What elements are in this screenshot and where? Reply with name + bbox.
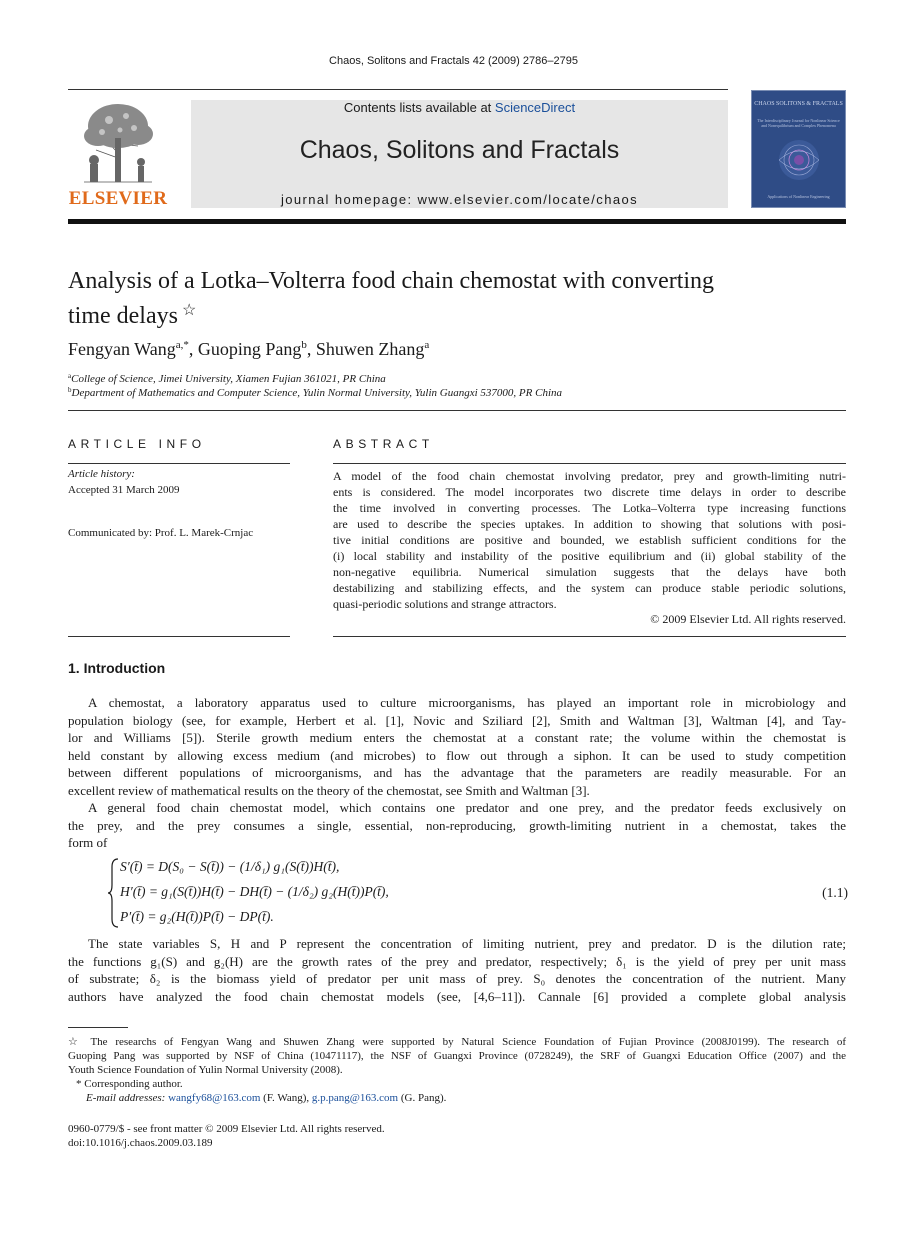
cover-footer: Applications of Nonlinear Engineering bbox=[767, 194, 830, 199]
contents-line: Contents lists available at ScienceDirect bbox=[343, 100, 576, 115]
email-footnote: E-mail addresses: wangfy68@163.com (F. Wang), g.p.pang@163.com (G. Pang). bbox=[86, 1092, 447, 1104]
cover-subtitle: The Interdisciplinary Journal for Nonlinear Science and Nonequilibrium and Complex Phenomena bbox=[757, 118, 840, 128]
author-sup[interactable]: a bbox=[424, 339, 430, 351]
author-list: Fengyan Wang$^{a,*}$, Guoping Pang$^b$, Shuwen Zhang$^a$ bbox=[68, 339, 430, 359]
title-block-rule bbox=[68, 410, 846, 411]
equation-number: (1.1) bbox=[822, 885, 848, 900]
abstract-bottom-rule bbox=[333, 636, 846, 637]
abstract-copyright: © 2009 Elsevier Ltd. All rights reserved. bbox=[650, 612, 846, 626]
journal-citation: Chaos, Solitons and Fractals 42 (2009) 2786–2795 bbox=[329, 55, 578, 67]
footnote-rule bbox=[68, 1027, 128, 1028]
equation-1-1 bbox=[108, 857, 848, 929]
sciencedirect-link[interactable]: ScienceDirect bbox=[494, 100, 576, 115]
author-name[interactable]: Fengyan Wang bbox=[68, 339, 176, 359]
elsevier-logo[interactable] bbox=[68, 98, 168, 210]
history-label: Article history: bbox=[68, 468, 135, 480]
affiliation-b: $^b$Department of Mathematics and Computer Science, Yulin Normal University, Yulin Guangxi 537000, PR China bbox=[68, 386, 562, 399]
journal-title: Chaos, Solitons and Fractals bbox=[299, 136, 620, 164]
intro-paragraph-1: A chemostat, a laboratory apparatus used to culture microorganisms, has played an important role in microbiology and population biology (see, for example, Herbert et al. [1], Novic and Sziliard [2], Smith and Waltman [3], Waltman [4], and Tay- lor and Williams [5]). Sterile growth medium enters the chemostat at a constant rate; the volume within the chemostat is held constant by allowing excess medium (and microbes) to flow out through a siphon. It can be used to study competition between different populations of microorganisms, and has the advantage that the parameters are readily measurable. For an excellent review of mathematical results on the theory of the chemostat, see Smith and Waltman [3]. bbox=[68, 695, 846, 798]
equation-line-3: P′(t̄) = g₂(H(t̄))P(t̄) − DP(t̄). bbox=[120, 909, 274, 924]
equation-line-1: S′(t̄) = D(S₀ − S(t̄)) − (1/δ₁) g₁(S(t̄))H(t̄), bbox=[120, 859, 340, 874]
intro-paragraph-3: The state variables S, H and P represent the concentration of limiting nutrient, prey and predator. D is the dilution rate; the functions g₁(S) and g₂(H) are the growth rates of the prey and predator, respectively; δ₁ is the yield of prey per unit mass of substrate; δ₂ is the biomass yield of predator per unit mass of prey. S₀ denotes the concentration of the nutrient. Many authors have analyzed the food chain chemostat models (see, [4,6–11]). Cannale [6] provided a complete global analysis bbox=[68, 936, 846, 1004]
abstract-rule bbox=[333, 463, 846, 464]
abstract-heading: ABSTRACT bbox=[333, 437, 434, 451]
title-footnote-mark[interactable]: ☆ bbox=[181, 302, 197, 319]
journal-cover-image[interactable] bbox=[751, 90, 846, 208]
author-name[interactable]: Guoping Pang bbox=[197, 339, 302, 359]
equation-line-2: H′(t̄) = g₁(S(t̄))H(t̄) − DH(t̄) − (1/δ₂) g₂(H(t̄))P(t̄), bbox=[120, 884, 389, 899]
author-sup[interactable]: a,* bbox=[175, 339, 189, 351]
front-matter-line: 0960-0779/$ - see front matter © 2009 Elsevier Ltd. All rights reserved. bbox=[68, 1123, 385, 1135]
author-name[interactable]: Shuwen Zhang bbox=[315, 339, 425, 359]
article-title: Analysis of a Lotka–Volterra food chain chemostat with converting time delays ☆ bbox=[68, 268, 715, 329]
email-link-wang[interactable]: wangfy68@163.com bbox=[168, 1092, 261, 1104]
doi-link[interactable]: doi:10.1016/j.chaos.2009.03.189 bbox=[68, 1137, 213, 1149]
funding-footnote: ☆ The researchs of Fengyan Wang and Shuwen Zhang were supported by Natural Science Foundation of Fujian Province (2008J0199). The research of Guoping Pang was supported by NSF of China (10471117), the NSF of Guangxi Province (0728249), the SRF of Guangxi Education Office (2007) and the Youth Science Foundation of Yulin Normal University (2008). bbox=[68, 1036, 846, 1076]
article-info-heading: ARTICLE INFO bbox=[68, 437, 206, 451]
header-bottom-rule bbox=[68, 219, 846, 224]
author-sup[interactable]: b bbox=[301, 339, 307, 351]
header-top-rule bbox=[68, 89, 728, 90]
elsevier-tree-icon bbox=[74, 98, 162, 186]
journal-banner bbox=[191, 100, 728, 208]
cover-title: CHAOS SOLITONS & FRACTALS bbox=[754, 101, 843, 107]
affiliation-a: $^a$College of Science, Jimei University, Xiamen Fujian 361021, PR China bbox=[68, 372, 386, 385]
journal-homepage-link[interactable]: journal homepage: www.elsevier.com/locate/chaos bbox=[280, 192, 638, 207]
fractal-art-icon bbox=[776, 137, 822, 183]
abstract-text: A model of the food chain chemostat involving predator, prey and growth-limiting nutri- ents is considered. The model incorporates two discrete time delays in order to describe the time involved in converting processes. The Lotka–Volterra type increasing functions are used to describe the species uptakes. In addition to showing that solutions with posi- tive initial conditions are positive and bounded, we establish sufficient conditions for the (i) local stability and instability of the positive equilibrium and (ii) global stability of the non-negative equilibria. Numerical simulation suggests that the delays have both destabilizing and stabilizing effects, and the system can produce stable periodic solutions, quasi-periodic solutions and strange attractors. bbox=[333, 469, 846, 611]
front-matter-info bbox=[68, 1122, 385, 1150]
brace-icon bbox=[108, 857, 120, 929]
article-info-bottom-rule bbox=[68, 636, 290, 637]
history-value: Accepted 31 March 2009 bbox=[68, 484, 180, 496]
corresponding-footnote: * Corresponding author. bbox=[76, 1078, 183, 1090]
article-info-rule bbox=[68, 463, 290, 464]
publisher-name: ELSEVIER bbox=[68, 188, 168, 209]
section-heading-introduction: 1. Introduction bbox=[68, 660, 166, 676]
email-link-pang[interactable]: g.p.pang@163.com bbox=[311, 1092, 399, 1104]
intro-paragraph-2: A general food chain chemostat model, which contains one predator and one prey, and the predator feeds exclusively on the prey, and the prey consumes a single, essential, non-reproducing, growth-limiting nutrient in a chemostat, takes the form of bbox=[68, 800, 846, 851]
communicated-by: Communicated by: Prof. L. Marek-Crnjac bbox=[68, 527, 254, 539]
